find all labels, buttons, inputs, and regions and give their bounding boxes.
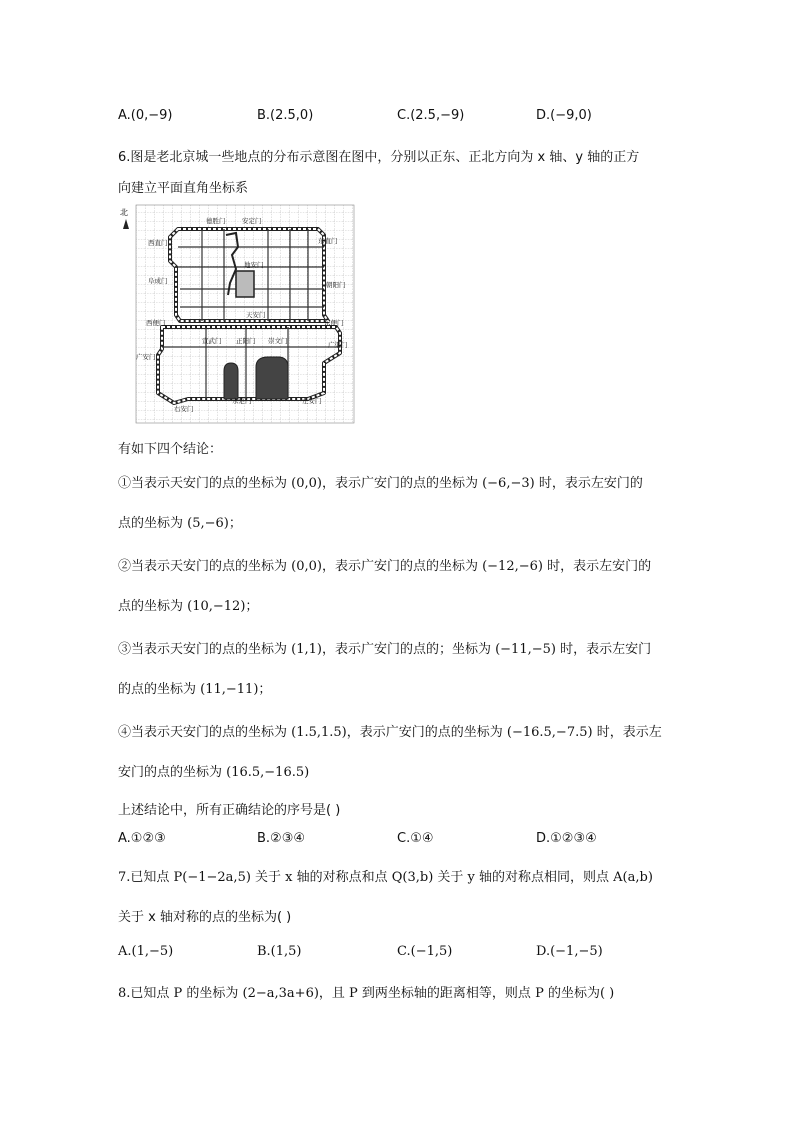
label-zuoanmen: 左安门 <box>302 397 322 405</box>
q7-stem-line2: 关于 x 轴对称的点的坐标为( ) <box>118 910 292 925</box>
q7-option-a: A.(1,−5) <box>118 944 174 959</box>
label-xibianmen: 西便门 <box>146 319 166 327</box>
label-guanganmen: 广安门 <box>136 353 156 361</box>
q6-conclusion-4a: ④当表示天安门的点的坐标为 (1.5,1.5)，表示广安门的点的坐标为 (−16.5,−7.5) 时，表示左 <box>118 725 662 740</box>
label-chaoyangmen: 朝阳门 <box>326 281 346 289</box>
label-andingmen: 安定门 <box>242 217 262 225</box>
q7-option-b: B.(1,5) <box>257 944 302 959</box>
label-yongdingmen: 永定门 <box>232 397 252 405</box>
q5-option-d: D.(−9,0) <box>536 108 592 123</box>
q6-conclusion-3b: 的点的坐标为 (11,−11)； <box>118 682 272 697</box>
q6-stem-line1: 6.图是老北京城一些地点的分布示意图在图中，分别以正东、正北方向为 x 轴、y 轴的正方 <box>118 150 640 165</box>
label-xuanwumen: 宣武门 <box>202 337 222 345</box>
q6-intro: 有如下四个结论： <box>118 442 223 457</box>
label-zhengyangmen: 正阳门 <box>236 337 256 345</box>
q7-stem-line1: 7.已知点 P(−1−2a,5) 关于 x 轴的对称点和点 Q(3,b) 关于 y 轴的对称点相同，则点 A(a,b) <box>118 870 653 885</box>
label-tiananmen: 天安门 <box>246 311 266 319</box>
q7-option-c: C.(−1,5) <box>397 944 453 959</box>
temple-of-earth <box>224 363 238 399</box>
q6-ask: 上述结论中，所有正确结论的序号是( ) <box>118 803 341 818</box>
label-guangqumen: 广渠门 <box>328 341 348 349</box>
q6-option-c: C.①④ <box>397 831 434 846</box>
q6-conclusion-1a: ①当表示天安门的点的坐标为 (0,0)，表示广安门的点的坐标为 (−6,−3) 时，表示左安门的 <box>118 476 643 491</box>
label-deshengmen: 德胜门 <box>206 217 226 225</box>
label-dianmen: 地安门 <box>244 261 264 269</box>
north-arrow-icon <box>123 219 129 229</box>
label-xizhimen: 西直门 <box>148 239 168 247</box>
label-dongbianmen: 东便门 <box>324 319 344 327</box>
label-dongzhimen: 东直门 <box>318 237 338 245</box>
north-label: 北 <box>120 208 128 217</box>
q6-conclusion-1b: 点的坐标为 (5,−6)； <box>118 516 242 531</box>
label-chongwenmen: 崇文门 <box>268 337 288 345</box>
q7-option-d: D.(−1,−5) <box>536 944 603 959</box>
q5-option-a: A.(0,−9) <box>118 108 173 123</box>
q6-conclusion-2a: ②当表示天安门的点的坐标为 (0,0)，表示广安门的点的坐标为 (−12,−6) 时，表示左安门的 <box>118 559 652 574</box>
label-fuchengmen: 阜成门 <box>148 277 168 285</box>
q6-option-a: A.①②③ <box>118 831 166 846</box>
q6-conclusion-2b: 点的坐标为 (10,−12)； <box>118 599 259 614</box>
q8-stem-line1: 8.已知点 P 的坐标为 (2−a,3a+6)，且 P 到两坐标轴的距离相等，则点 P 的坐标为( ) <box>118 986 615 1001</box>
q5-option-b: B.(2.5,0) <box>257 108 314 123</box>
label-youanmen: 右安门 <box>174 405 194 413</box>
forbidden-city <box>236 271 254 297</box>
q6-option-b: B.②③④ <box>257 831 306 846</box>
beijing-map-figure <box>118 203 358 425</box>
q6-conclusion-4b: 安门的点的坐标为 (16.5,−16.5) <box>118 765 310 780</box>
q6-conclusion-3a: ③当表示天安门的点的坐标为 (1,1)，表示广安门的点的；坐标为 (−11,−5) 时，表示左安门 <box>118 642 652 657</box>
q6-option-d: D.①②③④ <box>536 831 597 846</box>
q6-stem-line2: 向建立平面直角坐标系 <box>118 181 249 196</box>
q5-option-c: C.(2.5,−9) <box>397 108 465 123</box>
temple-of-heaven <box>256 357 288 399</box>
